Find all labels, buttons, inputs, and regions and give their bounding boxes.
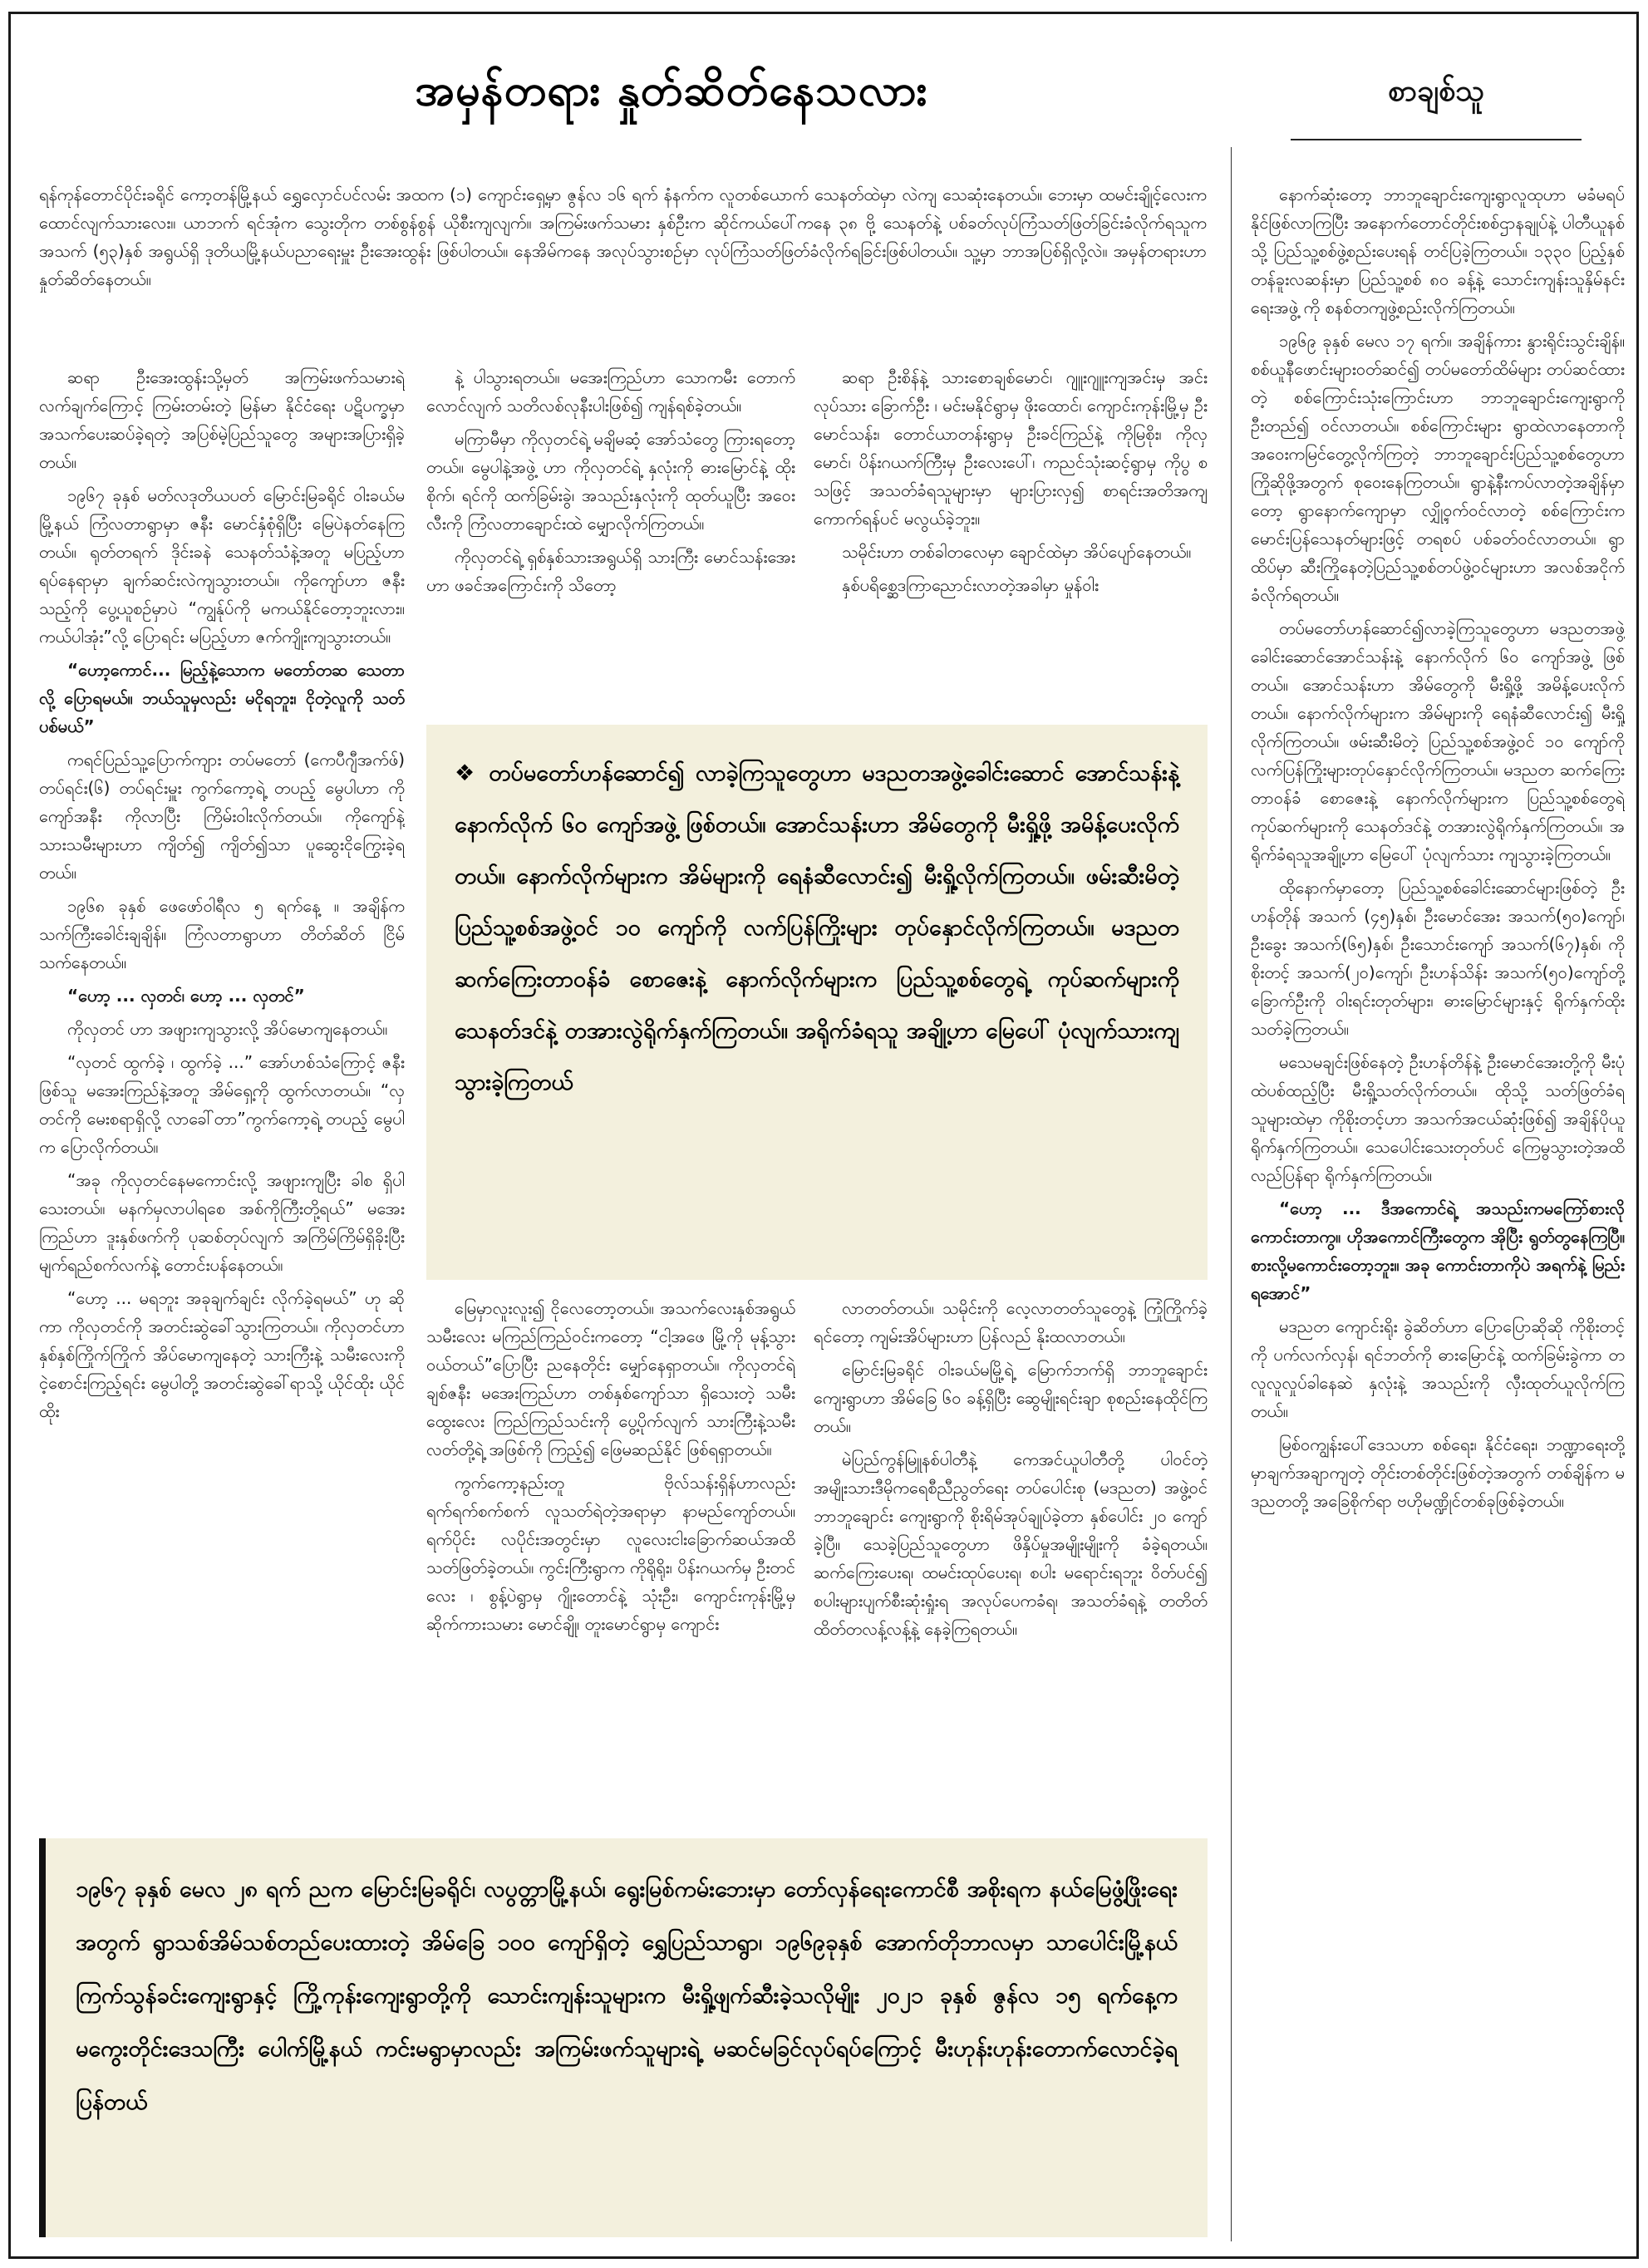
paragraph: မဒညတ ကျောင်းရိုး ခွဲဆိတ်ဟာ ပြောပြောဆိုဆို ကိုစိုးတင့်ကို ပက်လက်လှန်၊ ရင်ဘတ်ကို ဓားမြောင်နဲ့ ထက်ခြမ်းခွဲကာ တလူလူလှုပ်ခါနေဆဲ နှလုံးနဲ့ အသည်းကို လှီးထုတ်ယူလိုက်ကြတယ်။ [1251,1316,1625,1421]
paragraph: ၁၉၆၉ ခုနှစ် မေလ ၁၇ ရက်။ အချိန်ကား နွားရိုင်းသွင်းချိန်။ စစ်ယူနီဖောင်းများဝတ်ဆင်၍ တပ်မတော်ထိမ်များ တပ်ဆင်ထားတဲ့ စစ်ကြောင်းသုံးကြောင်းဟာ ဘာဘူချောင်းကျေးရွာကို ဦးတည်၍ ဝင်လာတယ်။ စစ်ကြောင်းများ ရွာထဲလာနေတာကို အဝေးကမြင်တွေ့လိုက်ကြတဲ့ ဘာဘူချောင်းပြည်သူ့စစ်တွေဟာ ကြိုဆိုဖို့အတွက် စုဝေးနေကြတယ်။ ရွာနဲ့နီးကပ်လာတဲ့အချိန်မှာတော့ ရွာနောက်ကျောမှာ လျှို့ဝှက်ဝင်လာတဲ့ စစ်ကြောင်းက မောင်းပြန်သေနတ်များဖြင့် တရစပ် ပစ်ခတ်ဝင်လာတယ်။ ရွာထိပ်မှာ ဆီးကြိုနေတဲ့ပြည်သူ့စစ်တပ်ဖွဲ့ဝင်များဟာ အလစ်အငိုက် ခံလိုက်ရတယ်။ [1251,331,1625,605]
paragraph: မကြာမီမှာ ကိုလှတင်ရဲ့ မချိမဆံ့ အော်သံတွေ ကြားရတော့တယ်။ မွေပါနဲ့အဖွဲ့ ဟာ ကိုလှတင်ရဲ့ နှလုံးကို ဓားမြောင်နဲ့ ထိုးစိုက်၊ ရင်ကို ထက်ခြမ်းခွဲ၊ အသည်းနှလုံးကို ထုတ်ယူပြီး အဝေးလီးကို ကြံလတာချောင်းထဲ မျှောလိုက်ကြတယ်။ [426,429,795,534]
paragraph: ဆရာ ဦးအေးထွန်းသို့မှတ် အကြမ်းဖက်သမားရဲ့ လက်ချက်ကြောင့် ကြမ်းတမ်းတဲ့ မြန်မာ နိုင်ငံရေး ပဋိပက္ခမှာ အသက်ပေးဆပ်ခဲ့ရတဲ့ အပြစ်မဲ့ပြည်သူတွေ အများအပြားရှိခဲ့တယ်။ [39,367,405,472]
headline: အမှန်တရား နှုတ်ဆိတ်နေသလား [415,66,928,116]
highlight-box [39,1838,1208,2237]
paragraph: ကိုလှတင် ဟာ အဖျားကျသွားလို့ အိပ်မောကျနေတယ်။ [67,1019,388,1039]
pull-quote-text: ❖ တပ်မတော်ဟန်ဆောင်၍ လာခဲ့ကြသူတွေဟာ မဒညတအဖွဲ့ခေါင်းဆောင် အောင်သန်းနဲ့ နောက်လိုက် ၆၀ ကျော်အဖွဲ့ ဖြစ်တယ်။ အောင်သန်းဟာ အိမ်တွေကို မီးရှို့ဖို့ အမိန့်ပေးလိုက်တယ်။ နောက်လိုက်များက အိမ်များကို ရေနံဆီလောင်း၍ မီးရှို့လိုက်ကြတယ်။ ဖမ်းဆီးမိတဲ့ ပြည်သူ့စစ်အဖွဲ့ဝင် ၁၀ ကျော်ကို လက်ပြန်ကြိုးများ တုပ်နှောင်လိုက်ကြတယ်။ မဒညတ ဆက်ကြေးတာဝန်ခံ စောဇေးနဲ့ နောက်လိုက်များက ပြည်သူ့စစ်တွေရဲ့ ကုပ်ဆက်များကို သေနတ်ဒင်နဲ့ တအားလွဲရိုက်နှက်ကြတယ်။ အရိုက်ခံရသူ အချို့ဟာ မြေပေါ် ပုံလျက်သားကျသွားခဲ့ကြတယ် [455,760,1179,1095]
paragraph: ၁၉၆၇ ခုနှစ် မတ်လဒုတိယပတ် မြောင်းမြခရိုင် ဝါးခယ်မမြို့နယ် ကြံလတာရွာမှာ ဇနီး မောင်နှံစုံရှိပြီး မြေပဲနတ်နေကြတယ်။ ရုတ်တရက် ဒိုင်းခနဲ သေနတ်သံနဲ့အတူ မပြည့်ဟာ ရပ်နေရာမှာ ချက်ဆင်းလဲကျသွားတယ်။ ကိုကျော်ဟာ ဇနီးသည့်ကို ပွေ့ယူစဉ်မှာပဲ “ကျွန်ုပ်ကို မကယ်နိုင်တော့ဘူးလား။ ကယ်ပါအုံး”လို့ ပြောရင်း မပြည့်ဟာ ဇက်ကျိုးကျသွားတယ်။ [39,485,405,647]
paragraph: “ဟော့ကောင်... မြည့်နဲ့သောက မတော်တဆ သေတာလို့ ပြောရမယ်။ ဘယ်သူမှလည်း မငိုရဘူး၊ ငိုတဲ့လူကို သတ်ပစ်မယ်” [39,660,405,736]
column-4 [1251,180,1625,2246]
paragraph: “အခု ကိုလှတင်နေမကောင်းလို့ အဖျားကျပြီး ခါစ ရှိပါသေးတယ်။ မနက်မှလာပါရစေ အစ်ကိုကြီးတို့ရယ်” မအေးကြည်ဟာ ဒူးနှစ်ဖက်ကို ပုဆစ်တုပ်လျက် အကြိမ်ကြိမ်ရှိခိုးပြီး မျက်ရည်စက်လက်နဲ့ တောင်းပန်နေတယ်။ [39,1170,405,1275]
pull-quote [426,725,1208,1280]
paragraph: လာတတ်တယ်။ သမိုင်းကို လေ့လာတတ်သူတွေနဲ့ ကြုံကြိုက်ခဲ့ရင်တော့ ကျမ်းအိပ်များဟာ ပြန်လည် နိုးထလာတယ်။ [814,1298,1208,1346]
paragraph: ကွက်ကော့နည်းတူ ဗိုလ်သန်းရှိန်ဟာလည်း ရက်ရက်စက်စက် လူသတ်ရဲတဲ့အရာမှာ နာမည်ကျော်တယ်။ ရက်ပိုင်း လပိုင်းအတွင်းမှာ လူလေးငါးခြောက်ဆယ်အထိ သတ်ဖြတ်ခဲ့တယ်။ ကွင်းကြီးရွာက ကိုရိုရိုး၊ ပိန်းဂယက်မှ ဦးတင်လေး ၊ စွန့်ပဲရွာမှ ဂျိုးတောင်နဲ့ သုံးဦး၊ ကျောင်းကုန်းမြို့မှ ဆိုက်ကားသမား မောင်ချို၊ တူးမောင်ရွာမှ ကျောင်း [426,1473,795,1634]
paragraph: ထိုနောက်မှာတော့ ပြည်သူ့စစ်ခေါင်းဆောင်များဖြစ်တဲ့ ဦးဟန်တိုန် အသက် (၄၅)နှစ်၊ ဦးမောင်အေး အသက်(၅၀)ကျော်၊ ဦးခွေး အသက်(၆၅)နှစ်၊ ဦးသောင်းကျော် အသက်(၆၇)နှစ်၊ ကိုစိုးတင့် အသက်(၂၀)ကျော်၊ ဦးဟန်သိန်း အသက်(၅၀)ကျော်တို့ ခြောက်ဦးကို ဝါးရင်းတုတ်များ၊ ဓားမြောင်များနှင့် ရိုက်နှက်ထိုးသတ်ခဲ့ကြတယ်။ [1251,878,1625,1039]
paragraph: မဲပြည်ကွန်မြူနစ်ပါတီနဲ့ ကေအင်ယူပါတီတို့ ပါဝင်တဲ့ အမျိုးသားဒီမိုကရေစီညီညွတ်ရေး တပ်ပေါင်းစု (မဒညတ) အဖွဲ့ဝင် ဘာဘူချောင်း ကျေးရွာကို စိုးရိမ်အုပ်ချုပ်ခဲ့တာ နှစ်ပေါင်း ၂၀ ကျော်ခဲ့ပြီ။ သေခဲ့ပြည်သူတွေဟာ ဖိနှိပ်မှုအမျိုးမျိုးကို ခံခဲ့ရတယ်။ ဆက်ကြေးပေးရ၊ ထမင်းထုပ်ပေးရ၊ စပါး မရောင်းရဘူး ဝိတ်ပင်၍ စပါးများပျက်စီးဆုံးရှုံးရ အလုပ်ပေကခံရ၊ အသတ်ခံရနဲ့ တတိတ်ထိတ်တလန့်လန့်နဲ့ နေခဲ့ကြရတယ်။ [814,1449,1208,1639]
paragraph: သမိုင်းဟာ တစ်ခါတလေမှာ ချောင်ထဲမှာ အိပ်ပျော်နေတယ်။ [842,542,1192,562]
lead-text: ရန်ကုန်တောင်ပိုင်းခရိုင် ကော့တန်မြို့နယ် ရွှေလှောင်ပင်လမ်း အထက (၁) ကျောင်းရှေ့မှာ ဇွန်လ ၁၆ ရက် နံနက်က လူတစ်ယောက် သေနတ်ထဲမှာ လဲကျ သေဆုံးနေတယ်။ ဘေးမှာ ထမင်းချိုင့်လေးက ထောင်လျက်သားလေး။ ယာဘက် ရင်အုံက သွေးတိုက တစ်စွန်စွန် ယိုစီးကျလျက်။ အကြမ်းဖက်သမား နှစ်ဦးက ဆိုင်ကယ်ပေါ်ကနေ ၃၈ ဗို့ သေနတ်နဲ့ ပစ်ခတ်လုပ်ကြံသတ်ဖြတ်ခြင်းခံလိုက်ရသူက အသက် (၅၃)နှစ် အရွယ်ရှိ ဒုတိယမြို့နယ်ပညာရေးမှူး ဦးအေးထွန်း ဖြစ်ပါတယ်။ နေအိမ်ကနေ အလုပ်သွားစဉ်မှာ လုပ်ကြံသတ်ဖြတ်ခံလိုက်ရခြင်းဖြစ်ပါတယ်။ သူ့မှာ ဘာအပြစ်ရှိလို့လဲ။ အမှန်တရားဟာ နှုတ်ဆိတ်နေတယ်။ [39,184,1207,289]
paragraph: နောက်ဆုံးတော့ ဘာဘူချောင်းကျေးရွာလူထုဟာ မခံမရပ်နိုင်ဖြစ်လာကြပြီး အနောက်တောင်တိုင်းစစ်ဌာနချုပ်နဲ့ ပါတီယူနစ်သို့ ပြည်သူ့စစ်ဖွဲ့စည်းပေးရန် တင်ပြခဲ့ကြတယ်။ ၁၃၃၀ ပြည့်နှစ်တန်ခူးလဆန်းမှာ ပြည်သူ့စစ် ၈၀ ခန့်နဲ့ သောင်းကျန်းသူနှိမ်နင်းရေးအဖွဲ့ ကို စနစ်တကျဖွဲ့စည်းလိုက်ကြတယ်။ [1251,184,1625,317]
byline-rule [1291,139,1582,140]
paragraph: မြောင်းမြခရိုင် ဝါးခယ်မမြို့ရဲ့ မြောက်ဘက်ရှိ ဘာဘူချောင်းကျေးရွာဟာ အိမ်ခြေ ၆၀ ခန့်ရှိပြီး ဆွေမျိုးရင်းချာ စုစည်းနေထိုင်ကြတယ်။ [814,1360,1208,1436]
paragraph: ကိုလှတင်ရဲ့ ရှစ်နှစ်သားအရွယ်ရှိ သားကြီး မောင်သန်းအေးဟာ ဖခင်အကြောင်းကို သိတော့ [426,547,795,595]
paragraph: တပ်မတော်ဟန်ဆောင်၍လာခဲ့ကြသူတွေဟာ မဒညတအဖွဲ့ခေါင်းဆောင်အောင်သန်းနဲ့ နောက်လိုက် ၆၀ ကျော်အဖွဲ့ ဖြစ်တယ်။ အောင်သန်းဟာ အိမ်တွေကို မီးရှို့ဖို့ အမိန့်ပေးလိုက်တယ်။ နောက်လိုက်များက အိမ်များကို ရေနံဆီလောင်း၍ မီးရှို့လိုက်ကြတယ်။ ဖမ်းဆီးမိတဲ့ ပြည်သူ့စစ်အဖွဲ့ဝင် ၁၀ ကျော်ကို လက်ပြန်ကြိုးများတုပ်နှောင်လိုက်ကြတယ်။ မဒညတ ဆက်ကြေးတာဝန်ခံ စောဇေးနဲ့ နောက်လိုက်များက ပြည်သူ့စစ်တွေရဲ့ ကုပ်ဆက်များကို သေနတ်ဒင်နဲ့ တအားလွဲရိုက်နှက်ကြတယ်။ အရိုက်ခံရသူအချို့ဟာ မြေပေါ် ပုံလျက်သား ကျသွားခဲ့ကြတယ်။ [1251,618,1625,864]
paragraph: မသေမချင်းဖြစ်နေတဲ့ ဦးဟန်တိန်နဲ့ ဦးမောင်အေးတို့ကို မီးပုံထဲပစ်ထည့်ပြီး မီးရှို့သတ်လိုက်တယ်။ ထိုသို့ သတ်ဖြတ်ခံရသူများထဲမှာ ကိုစိုးတင့်ဟာ အသက်အငယ်ဆုံးဖြစ်၍ အချိန်ပိုယူရိုက်နှက်ကြတယ်။ သေပေါင်းသေးတုတ်ပင် ကြေမွသွားတဲ့အထိ လည်ပြန်ရာ ရိုက်နှက်ကြတယ်။ [1251,1052,1625,1185]
paragraph: နဲ့ ပါသွားရတယ်။ မအေးကြည်ဟာ သောကမီး တောက်လောင်လျက် သတိလစ်လုနီးပါးဖြစ်၍ ကျန်ရစ်ခဲ့တယ်။ [426,367,795,416]
paragraph: နှစ်ပရိစ္ဆေဒကြာညောင်းလာတဲ့အခါမှာ မှုန်ဝါး [842,575,1099,595]
paragraph: ဆရာ ဦးစိန်နဲ့ သားစောချစ်မောင်၊ ဂျူးဂျူးကျအင်းမှ အင်းလုပ်သား ခြောက်ဦး ၊ မင်းမနိုင်ရွာမှ ဖိုးထောင်၊ ကျောင်းကုန်းမြို့မှ ဦးမောင်သန်း၊ တောင်ယာတန်းရွာမှ ဦးခင်ကြည်နဲ့ ကိုမြစိုး၊ ကိုလှမောင်၊ ပိန်းဂယက်ကြီးမှ ဦးလေးပေါ်၊ ကညင်သုံးဆင့်ရွာမှ ကိုပွ စသဖြင့် အသတ်ခံရသူများမှာ များပြားလှ၍ စာရင်းအတိအကျ ကောက်ရန်ပင် မလွယ်ခဲ့ဘူး။ [814,367,1208,529]
paragraph: “လှတင် ထွက်ခဲ့ ၊ ထွက်ခဲ့ ...” အော်ဟစ်သံကြောင့် ဇနီးဖြစ်သူ မအေးကြည်နဲ့အတူ အိမ်ရှေ့ကို ထွက်လာတယ်။ “လှတင်ကို မေးစရာရှိလို့ လာခေါ်တာ”ကွက်ကော့ရဲ့ တပည့် မွေပါက ပြောလိုက်တယ်။ [39,1052,405,1157]
lead-paragraph [39,180,1207,351]
paragraph: “ဟော့ ... လှတင်၊ ဟော့ ... လှတင်” [67,986,305,1006]
column-3-top [814,363,1208,712]
paragraph: မြစ်ဝကျွန်းပေါ်ဒေသဟာ စစ်ရေး၊ နိုင်ငံရေး၊ ဘဏ္ဍာရေးတို့မှာချက်အချာကျတဲ့ တိုင်းတစ်တိုင်းဖြစ်တဲ့အတွက် တစ်ချိန်က မဒညတတို့ အခြေစိုက်ရာ ဗဟိုမဏ္ဍိုင်တစ်ခုဖြစ်ခဲ့တယ်။ [1251,1434,1625,1511]
byline: စာချစ်သူ [1387,74,1485,108]
paragraph: “ဟော့ ... ဒီအကောင်ရဲ့ အသည်းကမကြော်စားလိုကောင်းတာကွ။ ဟိုအကောင်ကြီးတွေက အိုပြီး ရွတ်တွနေကြပြီ။ စားလို့မကောင်းတော့ဘူး။ အခု ကောင်းတာကိုပဲ အရက်နဲ့ မြည်းရအောင်” [1251,1198,1625,1303]
column-divider [1231,147,1232,2241]
column-2-bottom [426,1294,795,1826]
highlight-text: ၁၉၆၇ ခုနှစ် မေလ ၂၈ ရက် ညက မြောင်းမြခရိုင်၊ လပွတ္တာမြို့နယ်၊ ရွေးမြစ်ကမ်းဘေးမှာ တော်လှန်ရေးကောင်စီ အစိုးရက နယ်မြေဖွံ့ဖြိုးရေးအတွက် ရွာသစ်အိမ်သစ်တည်ပေးထားတဲ့ အိမ်ခြေ ၁၀၀ ကျော်ရှိတဲ့ ရွှေပြည်သာရွာ၊ ၁၉၆၉ခုနှစ် အောက်တိုဘာလမှာ သာပေါင်းမြို့နယ် ကြက်သွန်ခင်းကျေးရွာနှင့် ကြို့ကုန်းကျေးရွာတို့ကို သောင်းကျန်းသူများက မီးရှို့ဖျက်ဆီးခဲ့သလိုမျိုး ၂၀၂၁ ခုနှစ် ဇွန်လ ၁၅ ရက်နေ့က မကွေးတိုင်းဒေသကြီး ပေါက်မြို့နယ် ကင်းမရွာမှာလည်း အကြမ်းဖက်သူများရဲ့ မဆင်မခြင်လုပ်ရပ်ကြောင့် မီးဟုန်းဟုန်းတောက်လောင်ခဲ့ရ ပြန်တယ် [76,1877,1178,2115]
paragraph: မြေမှာလူးလူး၍ ငိုလေတော့တယ်။ အသက်လေးနှစ်အရွယ်သမီးလေး မကြည်ကြည်ဝင်းကတော့ “ငါ့အဖေ မြို့ကို မုန့်သွားဝယ်တယ်”ပြောပြီး ညနေတိုင်း မျှော်နေရှာတယ်။ ကိုလှတင်ရဲ့ ချစ်ဇနီး မအေးကြည်ဟာ တစ်နှစ်ကျော်သာ ရှိသေးတဲ့ သမီးထွေးလေး ကြည်ကြည်သင်းကို ပွေ့ပိုက်လျက် သားကြီးနဲ့သမီးလတ်တို့ရဲ့ အဖြစ်ကို ကြည့်၍ ဖြေမဆည်နိုင် ဖြစ်ရရှာတယ်။ [426,1298,795,1459]
paragraph: ၁၉၆၈ ခုနှစ် ဖေဖော်ဝါရီလ ၅ ရက်နေ့ ။ အချိန်က သက်ကြီးခေါင်းချချိန်။ ကြံလတာရွာဟာ တိတ်ဆိတ် ငြိမ်သက်နေတယ်။ [39,896,405,972]
column-2-top [426,363,795,712]
newspaper-page [8,12,1639,2259]
column-3-bottom [814,1294,1208,1826]
paragraph: “ဟော့ ... မရဘူး အခုချက်ချင်း လိုက်ခဲ့ရမယ်” ဟု ဆိုကာ ကိုလှတင်ကို အတင်းဆွဲခေါ်သွားကြတယ်။ ကိုလှတင်ဟာ နှစ်နှစ်ကြိုက်ကြိုက် အိပ်မောကျနေတဲ့ သားကြီးနဲ့ သမီးလေးကို ငဲ့စောင်းကြည့်ရင်း မွေပါတို့ အတင်းဆွဲခေါ်ရာသို့ ယိုင်ထိုး ယိုင်ထိုး [39,1288,405,1421]
paragraph: ကရင်ပြည်သူ့ပြောက်ကျား တပ်မတော် (ကေပီဂျီအက်ဖ်) တပ်ရင်း(၆) တပ်ရင်းမှူး ကွက်ကော့ရဲ့ တပည့် မွေပါဟာ ကိုကျော်အနီး ကိုလာပြီး ကြိမ်းဝါးလိုက်တယ်။ ကိုကျော်နဲ့ သားသမီးများဟာ ကျိတ်၍ ကျိတ်၍သာ ပူဆွေးငိုကြွေးခဲ့ရတယ်။ [39,750,405,883]
